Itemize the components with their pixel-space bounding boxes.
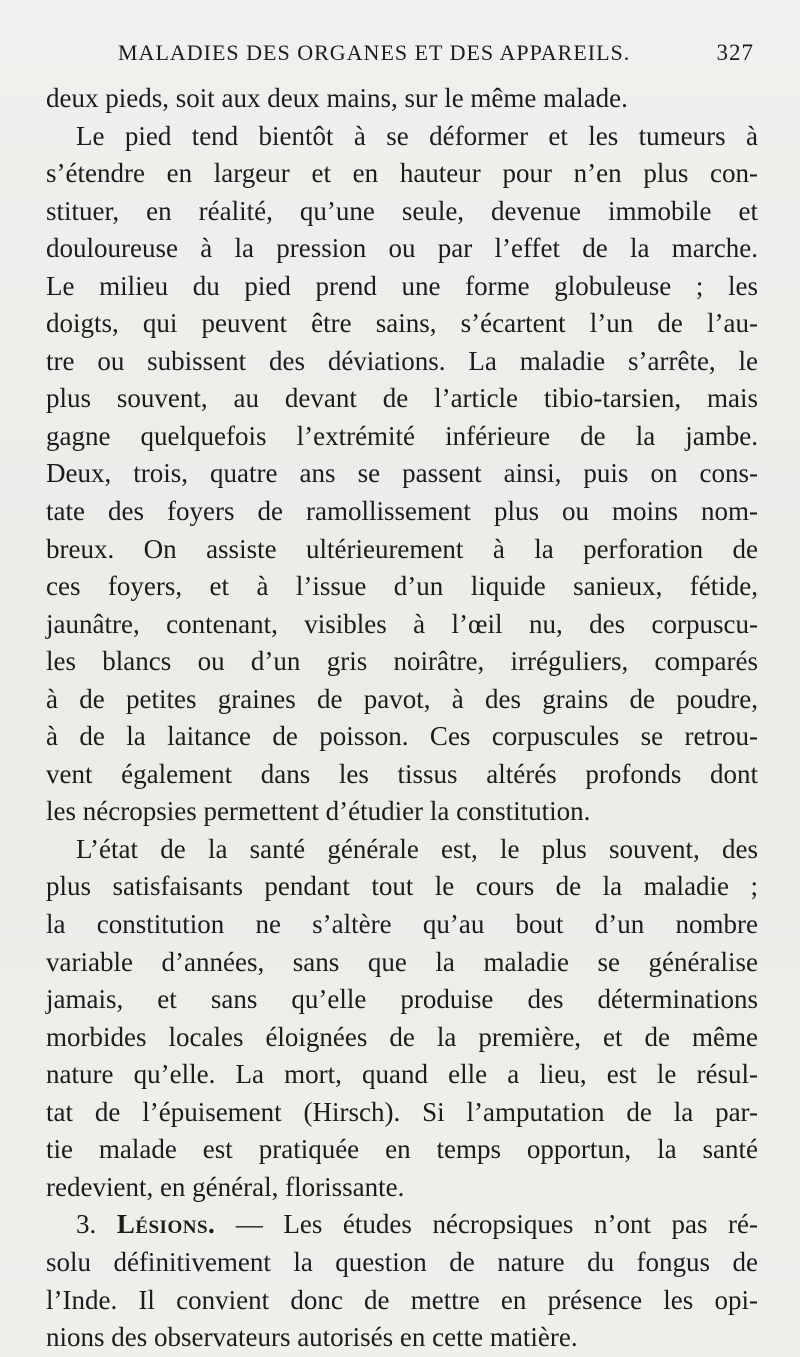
- text-line: plus souvent, au devant de l’article tibio-tarsien, mais: [46, 383, 758, 414]
- text-line: gagne quelquefois l’extrémité inférieure de la jambe.: [46, 420, 758, 451]
- section-rubric: Lésions.: [116, 1209, 216, 1240]
- section-heading-line: [46, 1206, 758, 1244]
- text-line: à de petites graines de pavot, à des grains de poudre,: [46, 683, 758, 714]
- paragraphs: [46, 80, 758, 1206]
- text-line: la constitution ne s’altère qu’au bout d’un nombre: [46, 909, 758, 940]
- text-line: à de la laitance de poisson. Ces corpuscules se retrou-: [46, 721, 758, 752]
- text-line: doigts, qui peuvent être sains, s’écartent l’un de l’au-: [46, 308, 758, 339]
- text-line: tate des foyers de ramollissement plus ou moins nom-: [46, 496, 758, 527]
- text-line: Deux, trois, quatre ans se passent ainsi, puis on cons-: [46, 458, 758, 489]
- body-text: [46, 80, 758, 1357]
- running-head: [118, 40, 754, 74]
- text-line: l’Inde. Il convient donc de mettre en présence les opi-: [46, 1284, 758, 1315]
- text-line: ces foyers, et à l’issue d’un liquide sanieux, fétide,: [46, 571, 758, 602]
- text-line: vent également dans les tissus altérés profonds dont: [46, 758, 758, 789]
- text-line: jaunâtre, contenant, visibles à l’œil nu, des corpuscu-: [46, 608, 758, 639]
- text-line: morbides locales éloignées de la première, et de même: [46, 1021, 758, 1052]
- section-first-line-text: — Les études nécropsiques n’ont pas ré-: [235, 1209, 759, 1240]
- section-number: 3.: [76, 1209, 97, 1240]
- text-line: solu définitivement la question de nature du fongus de: [46, 1246, 758, 1277]
- text-line: L’état de la santé générale est, le plus souvent, des: [76, 833, 758, 864]
- text-line: jamais, et sans qu’elle produise des déterminations: [46, 984, 758, 1015]
- text-line: les blancs ou d’un gris noirâtre, irréguliers, comparés: [46, 646, 758, 677]
- text-line: plus satisfaisants pendant tout le cours de la maladie ;: [46, 871, 758, 902]
- text-line: douloureuse à la pression ou par l’effet de la marche.: [46, 233, 758, 264]
- text-line: deux pieds, soit aux deux mains, sur le même malade.: [46, 83, 628, 113]
- page-number: 327: [716, 40, 754, 65]
- text-line: nions des observateurs autorisés en cette matière.: [46, 1322, 578, 1353]
- text-line: tat de l’épuisement (Hirsch). Si l’amputation de la par-: [46, 1096, 758, 1127]
- text-line: tre ou subissent des déviations. La maladie s’arrête, le: [46, 345, 758, 376]
- text-line: redevient, en général, florissante.: [46, 1171, 405, 1202]
- text-line: Le pied tend bientôt à se déformer et les tumeurs à: [76, 120, 758, 151]
- text-line: s’étendre en largeur et en hauteur pour n’en plus con-: [46, 158, 758, 189]
- text-line: stituer, en réalité, qu’une seule, devenue immobile et: [46, 195, 758, 226]
- text-line: variable d’années, sans que la maladie se généralise: [46, 946, 758, 977]
- text-line: tie malade est pratiquée en temps opportun, la santé: [46, 1134, 758, 1165]
- text-line: nature qu’elle. La mort, quand elle a lieu, est le résul-: [46, 1059, 758, 1090]
- text-line: Le milieu du pied prend une forme globuleuse ; les: [46, 270, 758, 301]
- text-line: les nécropsies permettent d’étudier la constitution.: [46, 796, 591, 827]
- section-body: [46, 1244, 758, 1357]
- running-title: MALADIES DES ORGANES ET DES APPAREILS.: [118, 40, 631, 65]
- text-line: breux. On assiste ultérieurement à la perforation de: [46, 533, 758, 564]
